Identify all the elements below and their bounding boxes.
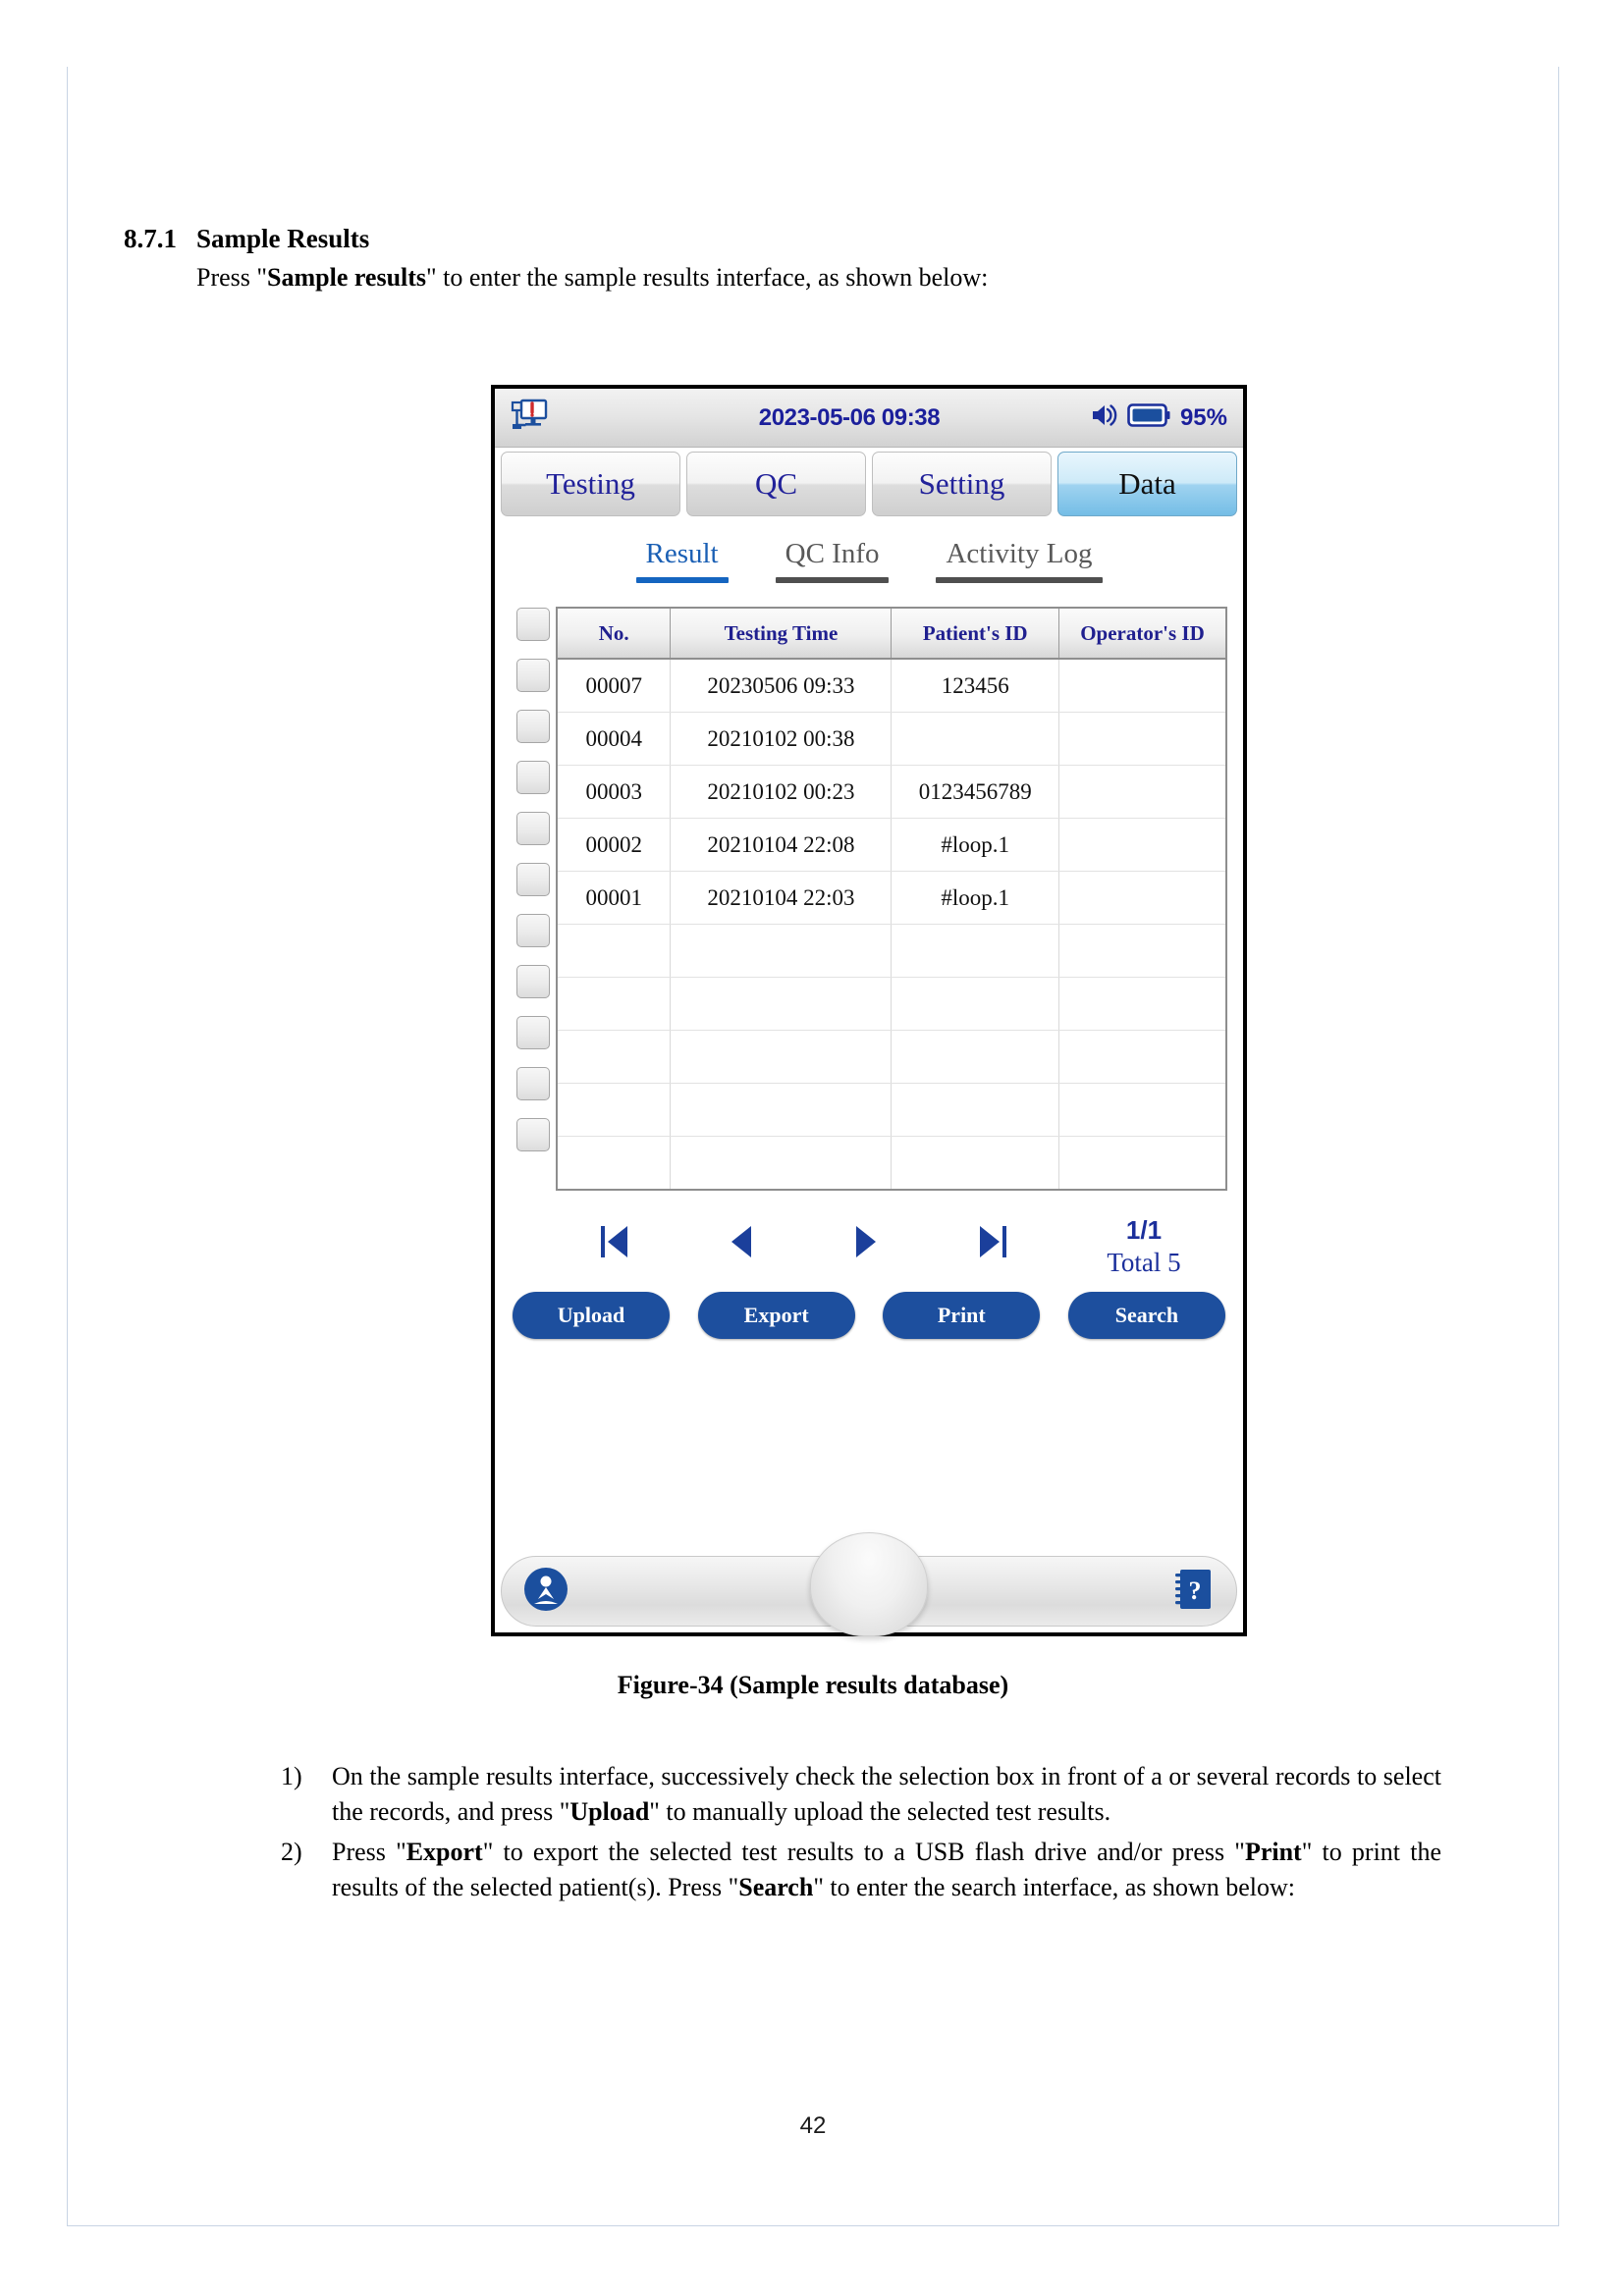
tab-setting-label: Setting (918, 466, 1005, 501)
cell-testing-time (671, 1084, 892, 1137)
row-select-checkbox[interactable] (516, 812, 550, 845)
cell-no (557, 978, 671, 1031)
device-screenshot-figure (491, 385, 1247, 1636)
cell-no: 00001 (557, 872, 671, 925)
note-2-bold-3: Search (738, 1873, 814, 1902)
tab-data-label: Data (1118, 466, 1176, 501)
row-select-checkbox[interactable] (516, 761, 550, 794)
column-header-testing-time[interactable]: Testing Time (671, 608, 892, 659)
row-select-checkbox[interactable] (516, 1016, 550, 1049)
page-number: 42 (799, 2112, 827, 2139)
pagination-bar (550, 1216, 1218, 1278)
table-row[interactable] (557, 713, 1226, 766)
table-row[interactable] (557, 872, 1226, 925)
cell-no (557, 1031, 671, 1084)
status-left-group (495, 399, 609, 437)
search-button-label: Search (1114, 1302, 1179, 1327)
device-bottom-bar (495, 1536, 1243, 1632)
subtab-qc-info[interactable] (776, 538, 890, 583)
cell-no (557, 1137, 671, 1191)
cell-operator-id (1058, 659, 1226, 713)
table-row[interactable] (557, 1137, 1226, 1191)
note-1-text-2: " to manually upload the selected test results. (649, 1797, 1111, 1827)
section-intro-text (196, 263, 1439, 293)
subtab-result-underline (636, 577, 729, 583)
cell-patient-id: 0123456789 (892, 766, 1059, 819)
row-select-checkbox[interactable] (516, 914, 550, 947)
cell-operator-id (1058, 766, 1226, 819)
select-all-checkbox[interactable] (516, 608, 550, 641)
intro-part-2: " to enter the sample results interface, as shown below: (426, 263, 989, 292)
sub-tab-bar (495, 538, 1243, 583)
cell-patient-id (892, 925, 1059, 978)
table-row[interactable] (557, 1084, 1226, 1137)
export-button[interactable] (698, 1292, 855, 1339)
cell-no: 00003 (557, 766, 671, 819)
search-button[interactable] (1068, 1292, 1225, 1339)
cell-operator-id (1058, 1137, 1226, 1191)
table-header-row (557, 608, 1226, 659)
cell-operator-id (1058, 1031, 1226, 1084)
subtab-qc-info-underline (776, 577, 890, 583)
note-2-body (332, 1835, 1441, 1906)
table-row[interactable] (557, 659, 1226, 713)
page-indicator: 1/1 (1125, 1215, 1163, 1245)
pagination-arrow-group (550, 1216, 1070, 1266)
row-select-checkbox[interactable] (516, 659, 550, 692)
note-2-marker: 2) (281, 1837, 302, 1866)
cell-patient-id: #loop.1 (892, 872, 1059, 925)
subtab-qc-info-label: QC Info (785, 538, 880, 569)
cell-no (557, 925, 671, 978)
print-button-label: Print (937, 1302, 986, 1327)
cell-testing-time: 20210102 00:23 (671, 766, 892, 819)
cell-testing-time: 20230506 09:33 (671, 659, 892, 713)
action-button-row (513, 1292, 1225, 1339)
main-tab-bar (495, 448, 1243, 516)
cell-no: 00004 (557, 713, 671, 766)
cell-testing-time (671, 978, 892, 1031)
sample-results-table (556, 607, 1227, 1191)
cell-testing-time (671, 1031, 892, 1084)
table-row[interactable] (557, 819, 1226, 872)
print-button[interactable] (883, 1292, 1040, 1339)
tab-testing-label: Testing (546, 466, 635, 501)
status-right-group (1090, 402, 1243, 433)
section-title: Sample Results (196, 224, 370, 253)
section-heading-row (124, 224, 1439, 254)
upload-button[interactable] (513, 1292, 670, 1339)
cell-patient-id (892, 1031, 1059, 1084)
note-item-1 (281, 1759, 1441, 1831)
cell-operator-id (1058, 713, 1226, 766)
row-selection-checkbox-column (511, 607, 556, 1169)
row-select-checkbox[interactable] (516, 863, 550, 896)
cell-patient-id (892, 978, 1059, 1031)
note-item-2 (281, 1835, 1441, 1906)
note-2-text-2: " to export the selected test results to a USB flash drive and/or press " (482, 1837, 1245, 1866)
cell-testing-time: 20210102 00:38 (671, 713, 892, 766)
numbered-notes-list (281, 1759, 1441, 1910)
tab-data[interactable] (1057, 452, 1237, 516)
column-header-no[interactable]: No. (557, 608, 671, 659)
cell-operator-id (1058, 819, 1226, 872)
tab-qc[interactable] (686, 452, 866, 516)
results-table-area (511, 607, 1227, 1191)
note-2-bold-2: Print (1244, 1837, 1302, 1866)
cell-testing-time (671, 925, 892, 978)
status-datetime: 2023-05-06 09:38 (758, 403, 941, 431)
pagination-counts (1070, 1216, 1218, 1278)
table-row[interactable] (557, 1031, 1226, 1084)
user-account-icon[interactable] (523, 1567, 568, 1617)
table-row[interactable] (557, 925, 1226, 978)
row-select-checkbox[interactable] (516, 965, 550, 998)
cell-no: 00007 (557, 659, 671, 713)
status-center-group (609, 404, 1090, 432)
device-status-bar (495, 389, 1243, 448)
row-select-checkbox[interactable] (516, 710, 550, 743)
speaker-icon[interactable] (1090, 402, 1117, 433)
upload-button-label: Upload (557, 1302, 625, 1327)
cell-no: 00002 (557, 819, 671, 872)
note-2-text-4: " to enter the search interface, as shown below: (813, 1873, 1296, 1902)
svg-text:?: ? (1188, 1575, 1202, 1605)
figure-caption: Figure-34 (Sample results database) (617, 1671, 1009, 1699)
row-select-checkbox[interactable] (516, 1118, 550, 1151)
note-1-bold-1: Upload (569, 1797, 650, 1827)
subtab-activity-log[interactable] (936, 538, 1102, 583)
tab-testing[interactable] (501, 452, 680, 516)
cell-patient-id (892, 1084, 1059, 1137)
home-knob-button[interactable] (810, 1532, 928, 1636)
column-header-patient-id[interactable]: Patient's ID (892, 608, 1059, 659)
cell-patient-id (892, 713, 1059, 766)
cell-patient-id: #loop.1 (892, 819, 1059, 872)
battery-percent-label: 95% (1179, 403, 1227, 431)
help-manual-icon[interactable] (1173, 1567, 1215, 1617)
cell-testing-time: 20210104 22:08 (671, 819, 892, 872)
table-row[interactable] (557, 766, 1226, 819)
last-page-icon[interactable] (977, 1222, 1010, 1266)
export-button-label: Export (743, 1302, 809, 1327)
note-2-text-1: Press " (332, 1837, 406, 1866)
cell-operator-id (1058, 1084, 1226, 1137)
total-records-label: Total 5 (1107, 1247, 1181, 1277)
subtab-result-label: Result (645, 538, 719, 569)
cell-operator-id (1058, 872, 1226, 925)
subtab-activity-log-label: Activity Log (946, 538, 1093, 569)
monitor-alert-icon (511, 399, 548, 437)
cell-testing-time: 20210104 22:03 (671, 872, 892, 925)
section-heading-block (124, 224, 1439, 293)
cell-operator-id (1058, 925, 1226, 978)
note-1-body (332, 1759, 1441, 1831)
intro-part-1: Press " (196, 263, 268, 292)
tab-qc-label: QC (754, 466, 798, 501)
note-2-bold-1: Export (406, 1837, 483, 1866)
first-page-icon[interactable] (597, 1222, 630, 1266)
tab-setting[interactable] (872, 452, 1052, 516)
cell-patient-id (892, 1137, 1059, 1191)
subtab-result[interactable] (636, 538, 729, 583)
cell-testing-time (671, 1137, 892, 1191)
note-1-text-1: On the sample results interface, successively check the selection box in front of a or several records to select the records, and press " (332, 1762, 1441, 1827)
note-1-marker: 1) (281, 1762, 302, 1790)
note-2-text-3: " to print the results of the selected patient(s). Press " (332, 1837, 1441, 1902)
cell-no (557, 1084, 671, 1137)
battery-icon (1127, 402, 1170, 433)
row-select-checkbox[interactable] (516, 1067, 550, 1100)
sample-results-table-body (557, 659, 1226, 1190)
intro-bold-term: Sample results (267, 263, 427, 292)
table-row[interactable] (557, 978, 1226, 1031)
section-number: 8.7.1 (124, 224, 177, 253)
cell-operator-id (1058, 978, 1226, 1031)
next-page-icon[interactable] (850, 1222, 884, 1266)
column-header-operator-id[interactable]: Operator's ID (1058, 608, 1226, 659)
cell-patient-id: 123456 (892, 659, 1059, 713)
subtab-activity-log-underline (936, 577, 1102, 583)
previous-page-icon[interactable] (724, 1222, 757, 1266)
